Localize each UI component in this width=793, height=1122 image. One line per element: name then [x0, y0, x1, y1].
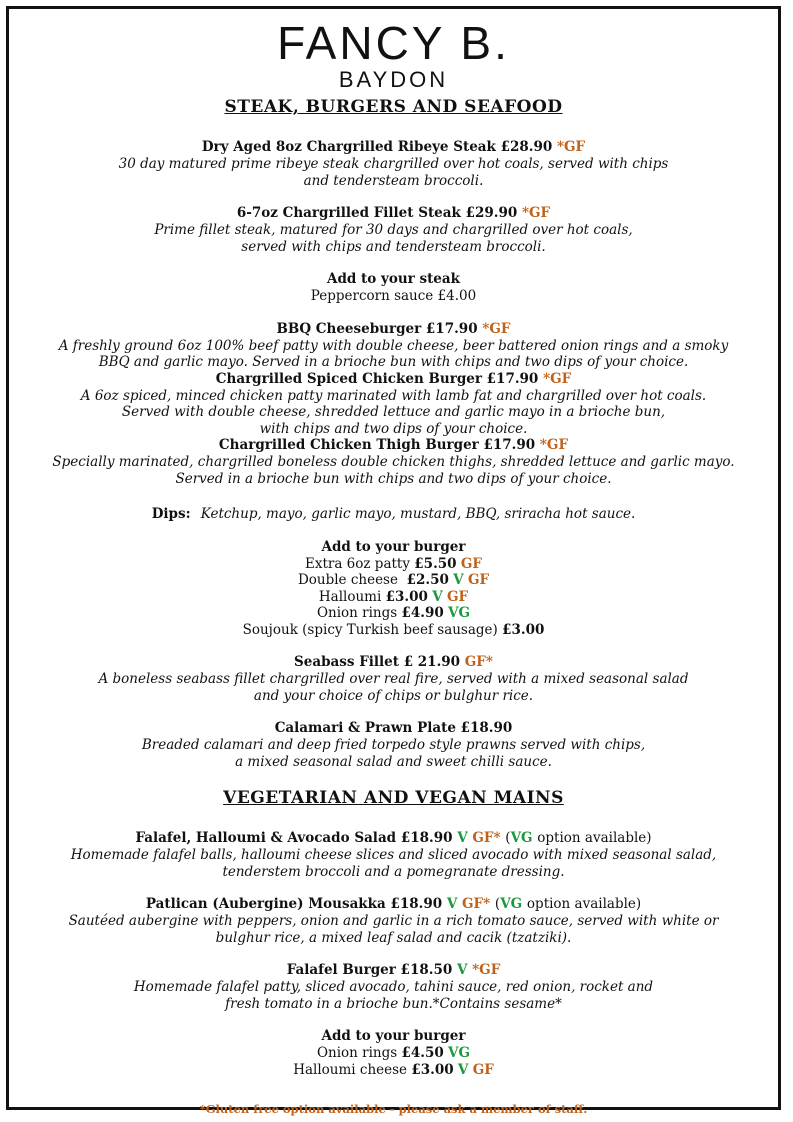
paren-open: ( — [494, 896, 501, 912]
gf-tag: GF — [467, 572, 490, 588]
item-name: Chargrilled Spiced Chicken Burger £17.90 — [215, 370, 539, 387]
item-name: Patlican (Aubergine) Mousakka £18.90 — [145, 896, 443, 912]
item-desc: Homemade falafel patty, sliced avocado, tahini sauce, red onion, rocket and — [133, 979, 654, 995]
menu-item-bbq-cheeseburger — [9, 321, 778, 371]
item-desc: bulghur rice, a mixed leaf salad and cacik (tzatziki). — [215, 929, 572, 946]
addon-title: Add to your burger — [321, 538, 466, 555]
burger-addons — [9, 539, 778, 639]
item-desc: Specially marinated, chargrilled boneless double chicken thighs, shredded lettuce and garlic mayo. — [52, 454, 735, 470]
gf-tag: *GF — [482, 320, 511, 337]
addon-price: £4.90 — [401, 605, 444, 621]
gf-tag: GF* — [462, 896, 491, 912]
dips-label: Dips: — [151, 506, 191, 522]
item-desc: 30 day matured prime ribeye steak chargrilled over hot coals, served with chips — [118, 156, 669, 172]
vg-tag: VG — [448, 605, 471, 621]
item-desc: with chips and two dips of your choice. — [259, 420, 528, 437]
addon-label: Double cheese — [297, 572, 398, 588]
addon-item — [9, 1045, 778, 1062]
item-desc: A freshly ground 6oz 100% beef patty with double cheese, beer battered onion rings and a smoky — [58, 337, 729, 354]
vg-tag: VG — [510, 830, 533, 846]
item-desc: A 6oz spiced, minced chicken patty marinated with lamb fat and chargrilled over hot coals. — [80, 387, 707, 404]
paren-open: ( — [505, 830, 511, 846]
item-desc: tenderstem broccoli and a pomegranate dressing. — [222, 863, 565, 880]
addon-item: Peppercorn sauce £4.00 — [310, 288, 477, 304]
brand-name: FANCY B. — [277, 17, 510, 69]
item-name: Falafel Burger £18.50 — [286, 962, 453, 978]
addon-price: £3.00 — [502, 621, 545, 638]
addon-label: Extra 6oz patty — [305, 555, 410, 572]
section-title-steak: STEAK, BURGERS AND SEAFOOD — [224, 97, 563, 117]
addon-item — [9, 622, 778, 639]
gf-tag: GF — [472, 1061, 494, 1078]
addon-price: £3.00 — [385, 588, 428, 605]
v-tag: V — [432, 588, 443, 605]
menu-item-falafel-salad — [9, 830, 778, 880]
addon-price: £3.00 — [411, 1061, 454, 1078]
addon-item — [9, 589, 778, 606]
item-name: Chargrilled Chicken Thigh Burger £17.90 — [218, 437, 536, 453]
addon-label: Soujouk (spicy Turkish beef sausage) — [242, 621, 498, 638]
addon-label: Onion rings — [316, 1045, 398, 1061]
item-desc: A boneless seabass fillet chargrilled over real fire, served with a mixed seasonal salad — [98, 671, 689, 687]
v-tag: V — [457, 1061, 469, 1078]
item-desc: Served with double cheese, shredded lettuce and garlic mayo in a brioche bun, — [121, 404, 666, 420]
menu-item-spiced-chicken-burger — [9, 371, 778, 438]
item-name: Dry Aged 8oz Chargrilled Ribeye Steak £28.90 — [201, 139, 553, 155]
v-tag: V — [457, 830, 468, 846]
gf-tag: *GF — [472, 962, 501, 978]
vg-tag: VG — [448, 1045, 471, 1061]
gf-tag: *GF — [543, 370, 572, 387]
menu-item-ribeye — [9, 139, 778, 189]
gf-tag: *GF — [539, 437, 569, 453]
item-name: BBQ Cheeseburger £17.90 — [276, 320, 478, 337]
addon-label: Onion rings — [316, 605, 398, 621]
menu-item-falafel-burger — [9, 962, 778, 1012]
menu-item-seabass — [9, 654, 778, 704]
addon-price: £4.50 — [401, 1045, 444, 1061]
item-desc: Sautéed aubergine with peppers, onion and garlic in a rich tomato sauce, served with white or — [68, 913, 719, 929]
section-title-veg: VEGETARIAN AND VEGAN MAINS — [223, 788, 564, 808]
addon-title: Add to your steak — [327, 271, 460, 287]
gf-tag: GF — [460, 555, 482, 572]
item-desc: and tendersteam broccoli. — [303, 172, 484, 189]
item-name: 6-7oz Chargrilled Fillet Steak £29.90 — [236, 205, 518, 221]
item-name: Falafel, Halloumi & Avocado Salad £18.90 — [135, 830, 453, 846]
addon-label: Halloumi cheese — [293, 1061, 408, 1078]
item-desc: BBQ and garlic mayo. Served in a brioche bun with chips and two dips of your choice. — [98, 354, 689, 370]
item-name: Seabass Fillet £ 21.90 — [294, 654, 461, 670]
gf-tag: *GF — [556, 139, 586, 155]
addon-item — [9, 1062, 778, 1079]
item-desc: Served in a brioche bun with chips and two dips of your choice. — [175, 470, 612, 487]
brand-location: BAYDON — [338, 67, 449, 92]
item-desc: served with chips and tendersteam broccoli. — [241, 238, 546, 255]
dips-line — [9, 503, 778, 523]
vg-tag: VG — [500, 896, 523, 912]
option-text: option available) — [537, 830, 652, 846]
menu-item-fillet — [9, 205, 778, 255]
item-desc: and your choice of chips or bulghur rice. — [253, 687, 534, 704]
addon-item — [9, 605, 778, 622]
addon-item — [9, 556, 778, 573]
addon-item — [9, 572, 778, 589]
item-desc: Homemade falafel balls, halloumi cheese slices and sliced avocado with mixed seasonal salad, — [70, 847, 717, 863]
addon-price: £5.50 — [414, 555, 457, 572]
menu-item-calamari — [9, 720, 778, 770]
v-tag: V — [446, 896, 458, 912]
gf-tag: GF — [446, 588, 469, 605]
v-tag: V — [456, 962, 468, 978]
menu-item-mousakka — [9, 896, 778, 946]
footer-note: *Gluten free option available - please ask a member of staff. — [199, 1102, 588, 1116]
veg-burger-addons — [9, 1028, 778, 1078]
item-desc: Breaded calamari and deep fried torpedo style prawns served with chips, — [141, 737, 646, 753]
option-text: option available) — [526, 896, 642, 912]
addon-label: Halloumi — [318, 588, 382, 605]
gf-tag: GF* — [464, 654, 493, 670]
item-desc: Prime fillet steak, matured for 30 days and chargrilled over hot coals, — [154, 222, 633, 238]
gf-tag: GF* — [472, 830, 501, 846]
item-name: Calamari & Prawn Plate £18.90 — [274, 720, 513, 736]
item-desc: a mixed seasonal salad and sweet chilli sauce. — [235, 753, 552, 770]
steak-addons — [9, 271, 778, 305]
gf-tag: *GF — [521, 205, 551, 221]
menu-frame — [6, 6, 781, 1116]
v-tag: V — [453, 572, 464, 588]
addon-title: Add to your burger — [321, 1028, 466, 1044]
dips-text: Ketchup, mayo, garlic mayo, mustard, BBQ, sriracha hot sauce. — [200, 506, 636, 522]
addon-price: £2.50 — [406, 572, 449, 588]
menu-content — [9, 9, 778, 1116]
item-desc: fresh tomato in a brioche bun.*Contains sesame* — [225, 995, 562, 1012]
menu-item-chicken-thigh-burger — [9, 437, 778, 487]
